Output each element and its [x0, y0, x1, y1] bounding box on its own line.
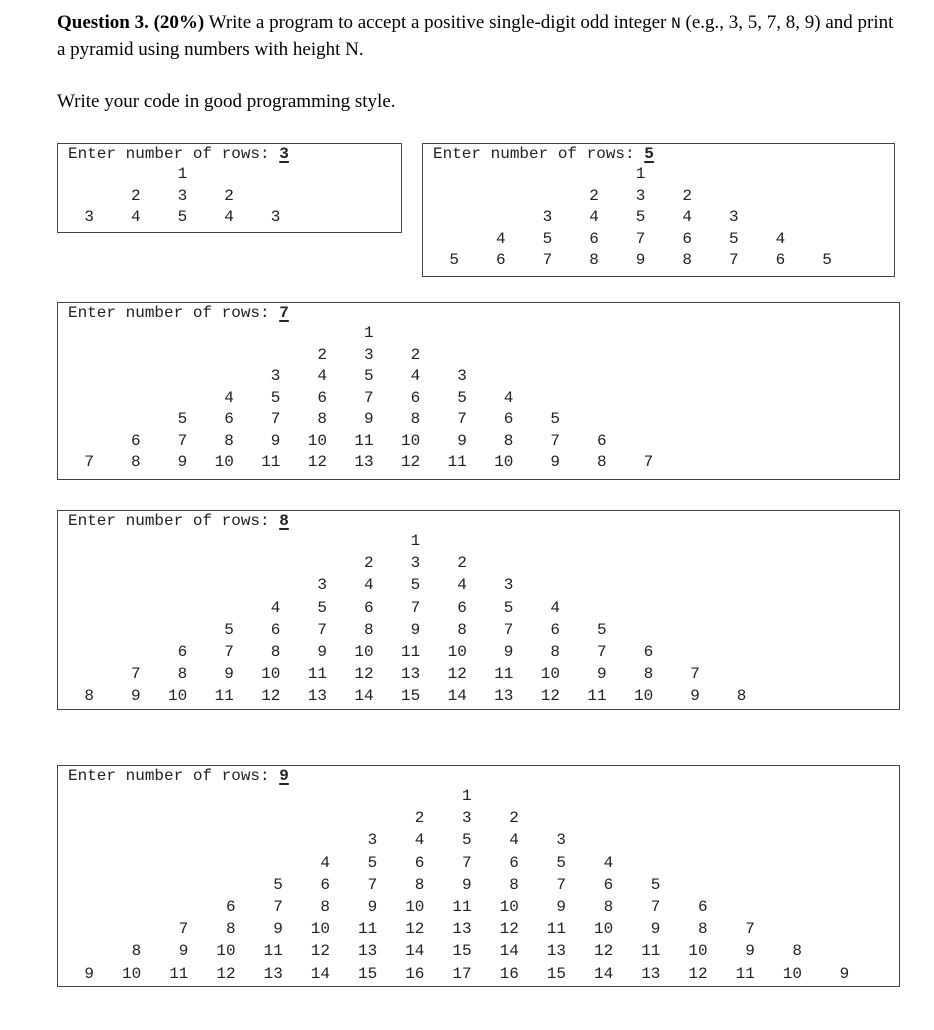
pyramid-number: 6	[363, 598, 374, 617]
pyramid-number: 12	[261, 687, 281, 706]
pyramid-number: 8	[414, 875, 425, 894]
pyramid-number: 9	[690, 687, 700, 706]
pyramid-number: 7	[177, 431, 188, 450]
pyramid-number: 2	[509, 809, 519, 828]
pyramid-number: 4	[320, 853, 330, 872]
pyramid-number: 10	[499, 898, 519, 916]
pyramid-number: 8	[410, 410, 421, 428]
pyramid-number: 7	[556, 875, 566, 894]
pyramid-number: 7	[363, 388, 374, 407]
pyramid-number: 11	[494, 665, 514, 684]
pyramid-number: 3	[503, 576, 514, 595]
pyramid-number: 4	[503, 388, 514, 407]
pyramid-number: 6	[414, 853, 425, 872]
pyramid-number: 12	[216, 964, 236, 983]
pyramid-number: 9	[550, 453, 560, 471]
pyramid-number: 8	[509, 875, 519, 894]
pyramid-number: 15	[400, 687, 421, 706]
pyramid-number: 3	[177, 186, 188, 205]
pyramid-number: 3	[367, 831, 378, 850]
pyramid-number: 6	[224, 410, 234, 428]
pyramid-number: 14	[499, 942, 519, 961]
prompt-text: Enter number of rows:	[433, 145, 645, 163]
pyramid-number: 8	[643, 665, 654, 684]
pyramid-number: 7	[690, 665, 700, 684]
pyramid-number: 17	[452, 964, 472, 983]
pyramid-number: 7	[650, 898, 661, 916]
pyramid-number: 9	[273, 920, 283, 939]
pyramid-number: 2	[414, 809, 425, 828]
pyramid-number: 12	[400, 453, 421, 471]
pyramid-number: 13	[354, 453, 374, 471]
pyramid-number: 7	[542, 251, 553, 269]
pyramid-number: 2	[130, 186, 141, 205]
pyramid-number: 8	[131, 942, 142, 961]
pyramid-number: 4	[550, 598, 560, 617]
pyramid-number: 13	[546, 942, 566, 961]
pyramid-number: 8	[317, 410, 327, 428]
pyramid-number: 5	[542, 229, 553, 248]
pyramid-number: 5	[317, 598, 327, 617]
pyramid-number: 1	[635, 165, 646, 183]
pyramid-number: 13	[263, 964, 283, 983]
pyramid-number: 5	[177, 410, 188, 428]
pyramid-number: 14	[405, 942, 425, 961]
pyramid-number: 14	[447, 687, 467, 706]
prompt-text: Enter number of rows:	[68, 304, 280, 322]
pyramid-number: 3	[410, 554, 421, 573]
pyramid-number: 8	[320, 898, 330, 916]
pyramid-number: 9	[224, 665, 234, 684]
question-prompt	[57, 10, 897, 63]
pyramid-number: 9	[650, 920, 661, 939]
pyramid-number: 8	[589, 251, 599, 269]
pyramid-number: 5	[270, 388, 281, 407]
pyramid-number: 6	[177, 643, 188, 661]
pyramid-number: 5	[503, 598, 514, 617]
pyramid-number: 11	[357, 920, 378, 939]
pyramid-number: 6	[410, 388, 421, 407]
pyramid-number: 7	[461, 853, 472, 872]
pyramid-number: 9	[839, 964, 850, 983]
pyramid-number: 3	[270, 208, 281, 226]
pyramid-number: 9	[503, 643, 514, 661]
pyramid-number: 12	[688, 964, 708, 983]
pyramid-number: 11	[263, 942, 283, 961]
pyramid-number: 7	[410, 598, 421, 617]
pyramid-number: 7	[635, 229, 646, 248]
question-number: Question 3. (20%)	[57, 12, 205, 33]
pyramid-number: 7	[457, 410, 467, 428]
prompt-line	[68, 144, 289, 165]
pyramid-number: 4	[682, 208, 692, 226]
pyramid-number: 6	[317, 388, 327, 407]
pyramid-number: 13	[494, 687, 514, 706]
pyramid-number: 5	[650, 875, 661, 894]
pyramid-number: 4	[603, 853, 614, 872]
pyramid-number: 8	[736, 687, 747, 706]
pyramid-number: 3	[457, 367, 467, 385]
pyramid-number: 3	[635, 186, 646, 205]
pyramid-number: 7	[130, 665, 141, 684]
pyramid-number: 8	[697, 920, 708, 939]
pyramid-number: 5	[556, 853, 566, 872]
pyramid-number: 12	[499, 920, 519, 939]
pyramid-number: 12	[540, 687, 560, 706]
example-output-box-8	[57, 510, 900, 710]
pyramid-number: 9	[410, 620, 421, 639]
pyramid-number: 8	[682, 251, 692, 269]
pyramid-number: 2	[317, 345, 327, 364]
pyramid-number: 14	[354, 687, 374, 706]
pyramid-number: 7	[550, 431, 560, 450]
pyramid-number: 8	[363, 620, 374, 639]
pyramid-number: 11	[214, 687, 234, 706]
pyramid-number: 10	[593, 920, 614, 939]
pyramid-number: 15	[546, 964, 566, 983]
pyramid-number: 5	[367, 853, 378, 872]
pyramid-number: 4	[130, 208, 141, 226]
pyramid-number: 6	[225, 898, 236, 916]
pyramid-number: 9	[457, 431, 467, 450]
pyramid-number: 16	[405, 964, 425, 983]
pyramid-number: 9	[317, 643, 327, 661]
pyramid-number: 5	[363, 367, 374, 385]
pyramid-number: 7	[317, 620, 327, 639]
pyramid-number: 2	[363, 554, 374, 573]
pyramid-number: 8	[130, 453, 141, 471]
pyramid-number: 4	[414, 831, 425, 850]
question-text-2: (e.g., 3, 5, 7, 8, 9) and print a pyramid using numbers with height N.	[57, 12, 894, 60]
pyramid-number: 5	[822, 251, 832, 269]
pyramid-number: 3	[84, 208, 94, 226]
pyramid-number: 3	[363, 345, 374, 364]
pyramid-number: 5	[457, 388, 467, 407]
pyramid-number: 7	[728, 251, 739, 269]
pyramid-number: 10	[167, 687, 188, 706]
pyramid-number: 10	[261, 665, 281, 684]
pyramid-number: 6	[596, 431, 607, 450]
pyramid-number: 9	[367, 898, 378, 916]
pyramid-number: 13	[400, 665, 421, 684]
pyramid-number: 4	[363, 576, 374, 595]
pyramid-number: 9	[745, 942, 755, 961]
pyramid-number: 5	[410, 576, 421, 595]
prompt-line	[68, 766, 289, 787]
pyramid-number: 10	[494, 453, 514, 471]
example-output-box-7	[57, 302, 900, 480]
pyramid-number: 8	[270, 643, 281, 661]
pyramid-number: 9	[556, 898, 566, 916]
prompt-line	[68, 303, 289, 324]
pyramid-number: 7	[596, 643, 607, 661]
pyramid-number: 7	[503, 620, 514, 639]
pyramid-number: 4	[509, 831, 519, 850]
pyramid-number: 7	[367, 875, 378, 894]
pyramid-number: 3	[317, 576, 327, 595]
pyramid-number: 13	[307, 687, 327, 706]
pyramid-number: 10	[310, 920, 330, 939]
pyramid-number: 8	[457, 620, 467, 639]
pyramid-number: 12	[593, 942, 614, 961]
pyramid-number: 6	[643, 643, 654, 661]
variable-name: N	[671, 15, 681, 33]
pyramid-number: 3	[461, 809, 472, 828]
pyramid-number: 6	[550, 620, 560, 639]
pyramid-number: 1	[461, 787, 472, 805]
example-output-box-3	[57, 143, 402, 233]
pyramid-number: 6	[697, 898, 708, 916]
pyramid-number: 9	[177, 453, 188, 471]
pyramid-number: 10	[214, 453, 234, 471]
pyramid-number: 13	[357, 942, 378, 961]
pyramid-number: 5	[728, 229, 739, 248]
pyramid-number: 2	[224, 186, 234, 205]
pyramid-number: 4	[495, 229, 506, 248]
pyramid-number: 11	[735, 964, 755, 983]
pyramid-number: 6	[457, 598, 467, 617]
pyramid-number: 11	[587, 687, 607, 706]
pyramid-number: 1	[410, 532, 421, 550]
pyramid-number: 9	[270, 431, 281, 450]
prompt-text: Enter number of rows:	[68, 767, 280, 785]
pyramid-number: 11	[400, 643, 421, 661]
pyramid-number: 5	[461, 831, 472, 850]
prompt-text: Enter number of rows:	[68, 512, 280, 530]
pyramid-number: 11	[641, 942, 661, 961]
pyramid-number: 10	[447, 643, 467, 661]
pyramid-number: 4	[270, 598, 281, 617]
pyramid-number: 6	[495, 251, 506, 269]
pyramid-number: 6	[509, 853, 519, 872]
pyramid-number: 4	[457, 576, 467, 595]
pyramid-number: 9	[178, 942, 189, 961]
pyramid-number: 7	[224, 643, 234, 661]
pyramid-number: 5	[273, 875, 283, 894]
pyramid-number: 8	[177, 665, 188, 684]
pyramid-number: 15	[357, 964, 378, 983]
pyramid-number: 7	[643, 453, 654, 471]
pyramid-number: 4	[410, 367, 421, 385]
question-text-1: Write a program to accept a positive single-digit odd integer	[204, 12, 672, 33]
pyramid-number: 8	[550, 643, 560, 661]
pyramid-number: 8	[792, 942, 802, 961]
pyramid-number: 2	[589, 186, 599, 205]
pyramid-number: 5	[177, 208, 188, 226]
user-input-value: 5	[644, 145, 654, 163]
pyramid-number: 10	[540, 665, 560, 684]
pyramid-number: 14	[593, 964, 614, 983]
pyramid-number: 11	[452, 898, 472, 916]
pyramid-number: 3	[728, 208, 739, 226]
pyramid-number: 9	[363, 410, 374, 428]
pyramid-number: 5	[224, 620, 234, 639]
pyramid-number: 4	[775, 229, 786, 248]
pyramid-number: 5	[449, 251, 459, 269]
pyramid-number: 6	[503, 410, 514, 428]
pyramid-number: 10	[782, 964, 802, 983]
pyramid-number: 8	[84, 687, 94, 706]
pyramid-number: 10	[400, 431, 421, 450]
pyramid-number: 13	[452, 920, 472, 939]
pyramid-number: 3	[270, 367, 281, 385]
instruction-text: Write your code in good programming style.	[57, 91, 396, 112]
pyramid-number: 7	[84, 453, 94, 471]
pyramid-number: 15	[452, 942, 472, 961]
pyramid-number: 10	[688, 942, 708, 961]
pyramid-number: 10	[405, 898, 425, 916]
pyramid-number: 6	[682, 229, 692, 248]
user-input-value: 9	[279, 767, 289, 785]
pyramid-number: 9	[84, 964, 94, 983]
pyramid-number: 9	[635, 251, 646, 269]
user-input-value: 7	[279, 304, 289, 322]
pyramid-number: 8	[503, 431, 514, 450]
pyramid-number: 9	[130, 687, 141, 706]
prompt-text: Enter number of rows:	[68, 145, 280, 163]
user-input-value: 8	[279, 512, 289, 530]
pyramid-number: 3	[542, 208, 553, 226]
pyramid-number: 8	[224, 431, 234, 450]
pyramid-number: 12	[310, 942, 330, 961]
pyramid-number: 2	[682, 186, 692, 205]
pyramid-number: 5	[596, 620, 607, 639]
pyramid-number: 10	[121, 964, 142, 983]
pyramid-number: 11	[261, 453, 281, 471]
pyramid-number: 6	[130, 431, 141, 450]
pyramid-number: 9	[461, 875, 472, 894]
pyramid-number: 7	[178, 920, 189, 939]
pyramid-number: 10	[354, 643, 374, 661]
pyramid-number: 7	[745, 920, 755, 939]
pyramid-number: 12	[447, 665, 467, 684]
pyramid-number: 4	[224, 208, 234, 226]
pyramid-number: 7	[270, 410, 281, 428]
pyramid-number: 6	[270, 620, 281, 639]
pyramid-number: 2	[410, 345, 421, 364]
pyramid-number: 4	[317, 367, 327, 385]
pyramid-number: 6	[775, 251, 786, 269]
example-output-box-9	[57, 765, 900, 987]
pyramid-number: 12	[354, 665, 374, 684]
pyramid-number: 9	[596, 665, 607, 684]
pyramid-number: 5	[635, 208, 646, 226]
pyramid-number: 7	[273, 898, 283, 916]
pyramid-number: 11	[447, 453, 467, 471]
example-output-box-5	[422, 143, 895, 277]
pyramid-number: 14	[310, 964, 330, 983]
prompt-line	[433, 144, 654, 165]
pyramid-number: 4	[589, 208, 599, 226]
pyramid-number: 11	[546, 920, 566, 939]
pyramid-number: 1	[363, 324, 374, 342]
pyramid-number: 10	[633, 687, 654, 706]
pyramid-number: 8	[596, 453, 607, 471]
pyramid-number: 3	[556, 831, 566, 850]
user-input-value: 3	[279, 145, 289, 163]
pyramid-number: 11	[354, 431, 374, 450]
pyramid-number: 10	[216, 942, 236, 961]
pyramid-number: 6	[589, 229, 599, 248]
pyramid-number: 6	[603, 875, 614, 894]
pyramid-number: 12	[307, 453, 327, 471]
pyramid-number: 1	[177, 165, 188, 183]
pyramid-number: 13	[641, 964, 661, 983]
pyramid-number: 12	[405, 920, 425, 939]
pyramid-number: 8	[603, 898, 614, 916]
pyramid-number: 4	[224, 388, 234, 407]
pyramid-number: 11	[307, 665, 327, 684]
pyramid-number: 10	[307, 431, 327, 450]
prompt-line	[68, 511, 289, 532]
pyramid-number: 5	[550, 410, 560, 428]
pyramid-number: 2	[457, 554, 467, 573]
pyramid-number: 8	[225, 920, 236, 939]
pyramid-number: 6	[320, 875, 330, 894]
pyramid-number: 16	[499, 964, 519, 983]
pyramid-number: 11	[169, 964, 189, 983]
